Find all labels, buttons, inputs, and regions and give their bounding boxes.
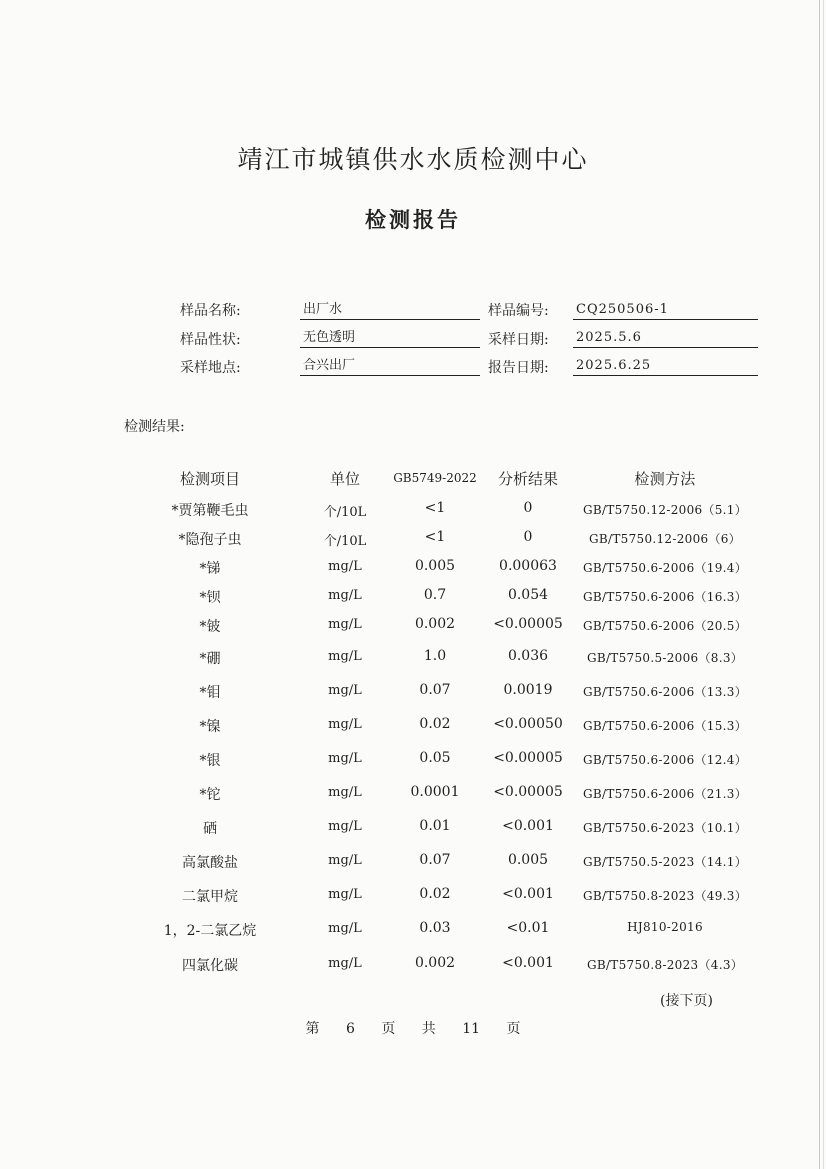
cell-item: 高氯酸盐 (182, 855, 238, 871)
cell-unit: mg/L (328, 921, 362, 936)
cell-item: *隐孢子虫 (178, 532, 242, 548)
cell-standard: 0.7 (423, 587, 447, 603)
cell-method: GB/T5750.6-2006（13.3） (582, 685, 748, 699)
cell-item: *贾第鞭毛虫 (171, 503, 249, 519)
cell-method: GB/T5750.6-2023（10.1） (582, 821, 748, 835)
cell-standard: 0.005 (414, 558, 456, 574)
cell-unit: mg/L (328, 853, 362, 868)
cell-result: 0 (523, 529, 533, 545)
sampling-date-label: 采样日期: (488, 332, 549, 348)
report-title: 检测报告 (365, 207, 461, 232)
cell-result: 0.054 (507, 587, 549, 603)
cell-unit: mg/L (328, 649, 362, 664)
cell-item: 二氯甲烷 (182, 889, 238, 905)
cell-method: GB/T5750.5-2023（14.1） (582, 855, 748, 869)
cell-unit: 个/10L (323, 534, 367, 549)
cell-result: <0.001 (502, 955, 554, 971)
cell-unit: mg/L (328, 785, 362, 800)
cell-method: GB/T5750.6-2006（12.4） (582, 753, 748, 767)
header-unit: 单位 (329, 470, 360, 488)
cell-result: <0.001 (502, 886, 554, 902)
cell-method: GB/T5750.6-2006（21.3） (582, 787, 748, 801)
sampling-location-value: 合兴出厂 (300, 356, 480, 376)
header-method: 检测方法 (634, 470, 696, 488)
cell-unit: mg/L (328, 559, 362, 574)
cell-item: *钡 (199, 590, 221, 606)
cell-standard: 0.02 (419, 716, 451, 732)
cell-method: GB/T5750.6-2006（19.4） (582, 561, 748, 575)
cell-result: 0.0019 (503, 682, 553, 698)
cell-standard: 0.07 (419, 682, 451, 698)
cell-result: 0.00063 (499, 558, 557, 574)
cell-result: <0.00005 (493, 784, 563, 800)
organization-title: 靖江市城镇供水水质检测中心 (237, 145, 589, 174)
cell-standard: <1 (424, 500, 446, 516)
cell-item: 四氯化碳 (182, 958, 238, 974)
cell-unit: mg/L (328, 887, 362, 902)
cell-standard: 0.02 (419, 886, 451, 902)
cell-item: 1，2-二氯乙烷 (163, 923, 257, 939)
cell-standard: 0.002 (414, 616, 456, 632)
cell-method: GB/T5750.12-2006（5.1） (582, 503, 748, 517)
cell-method: GB/T5750.6-2006（16.3） (582, 590, 748, 604)
sample-number-value: CQ250506-1 (573, 300, 758, 320)
footer-page-word: 页 (381, 1021, 396, 1037)
footer-suffix: 页 (506, 1021, 521, 1037)
cell-unit: mg/L (328, 956, 362, 971)
cell-item: 硒 (203, 821, 217, 837)
cell-standard: <1 (424, 529, 446, 545)
sample-number-label: 样品编号: (488, 303, 549, 319)
header-item: 检测项目 (179, 470, 240, 488)
report-date-label: 报告日期: (488, 360, 549, 376)
footer-prefix: 第 (305, 1021, 320, 1037)
cell-method: GB/T5750.5-2006（8.3） (586, 651, 744, 665)
cell-result: 0.036 (507, 648, 549, 664)
cell-method: GB/T5750.12-2006（6） (588, 532, 741, 546)
cell-unit: mg/L (328, 819, 362, 834)
cell-item: *铊 (199, 787, 221, 803)
cell-unit: mg/L (328, 617, 362, 632)
cell-standard: 0.07 (419, 852, 451, 868)
cell-method: GB/T5750.6-2006（15.3） (582, 719, 748, 733)
cell-item: *钼 (199, 685, 221, 701)
cell-unit: mg/L (328, 751, 362, 766)
footer-page-number: 6 (345, 1021, 355, 1037)
cell-item: *硼 (199, 651, 221, 667)
cell-standard: 0.05 (419, 750, 451, 766)
cell-standard: 0.03 (419, 920, 451, 936)
cell-unit: mg/L (328, 588, 362, 603)
sampling-location-label: 采样地点: (180, 360, 241, 376)
cell-unit: mg/L (328, 683, 362, 698)
sample-name-label: 样品名称: (180, 303, 241, 319)
footer-total-word: 共 (421, 1021, 436, 1037)
cell-result: <0.01 (506, 920, 550, 936)
cell-result: 0.005 (507, 852, 549, 868)
sample-name-value: 出厂水 (300, 300, 480, 320)
header-standard: GB5749-2022 (393, 471, 477, 485)
sample-state-label: 样品性状: (180, 332, 241, 348)
cell-method: GB/T5750.8-2023（49.3） (582, 889, 748, 903)
sample-state-value: 无色透明 (300, 328, 480, 348)
report-date-value: 2025.6.25 (573, 356, 758, 376)
cell-result: <0.00050 (493, 716, 563, 732)
cell-result: <0.001 (502, 818, 554, 834)
cell-item: *镍 (199, 719, 221, 735)
cell-result: <0.00005 (493, 616, 563, 632)
header-result: 分析结果 (497, 470, 558, 488)
continue-note: (接下页) (660, 993, 713, 1009)
cell-method: HJ810-2016 (627, 920, 703, 934)
cell-method: GB/T5750.8-2023（4.3） (586, 958, 744, 972)
cell-standard: 1.0 (423, 648, 447, 664)
cell-standard: 0.0001 (410, 784, 460, 800)
cell-result: <0.00005 (493, 750, 563, 766)
cell-method: GB/T5750.6-2006（20.5） (582, 619, 748, 633)
cell-item: *铍 (199, 619, 221, 635)
cell-unit: mg/L (328, 717, 362, 732)
cell-result: 0 (523, 500, 533, 516)
footer-total-pages: 11 (462, 1021, 481, 1037)
cell-item: *锑 (199, 561, 221, 577)
cell-standard: 0.002 (414, 955, 456, 971)
cell-item: *银 (199, 753, 221, 769)
sampling-date-value: 2025.5.6 (573, 328, 758, 348)
cell-unit: 个/10L (323, 505, 367, 520)
results-label: 检测结果: (124, 419, 185, 435)
cell-standard: 0.01 (419, 818, 451, 834)
page-footer (0, 1018, 826, 1038)
